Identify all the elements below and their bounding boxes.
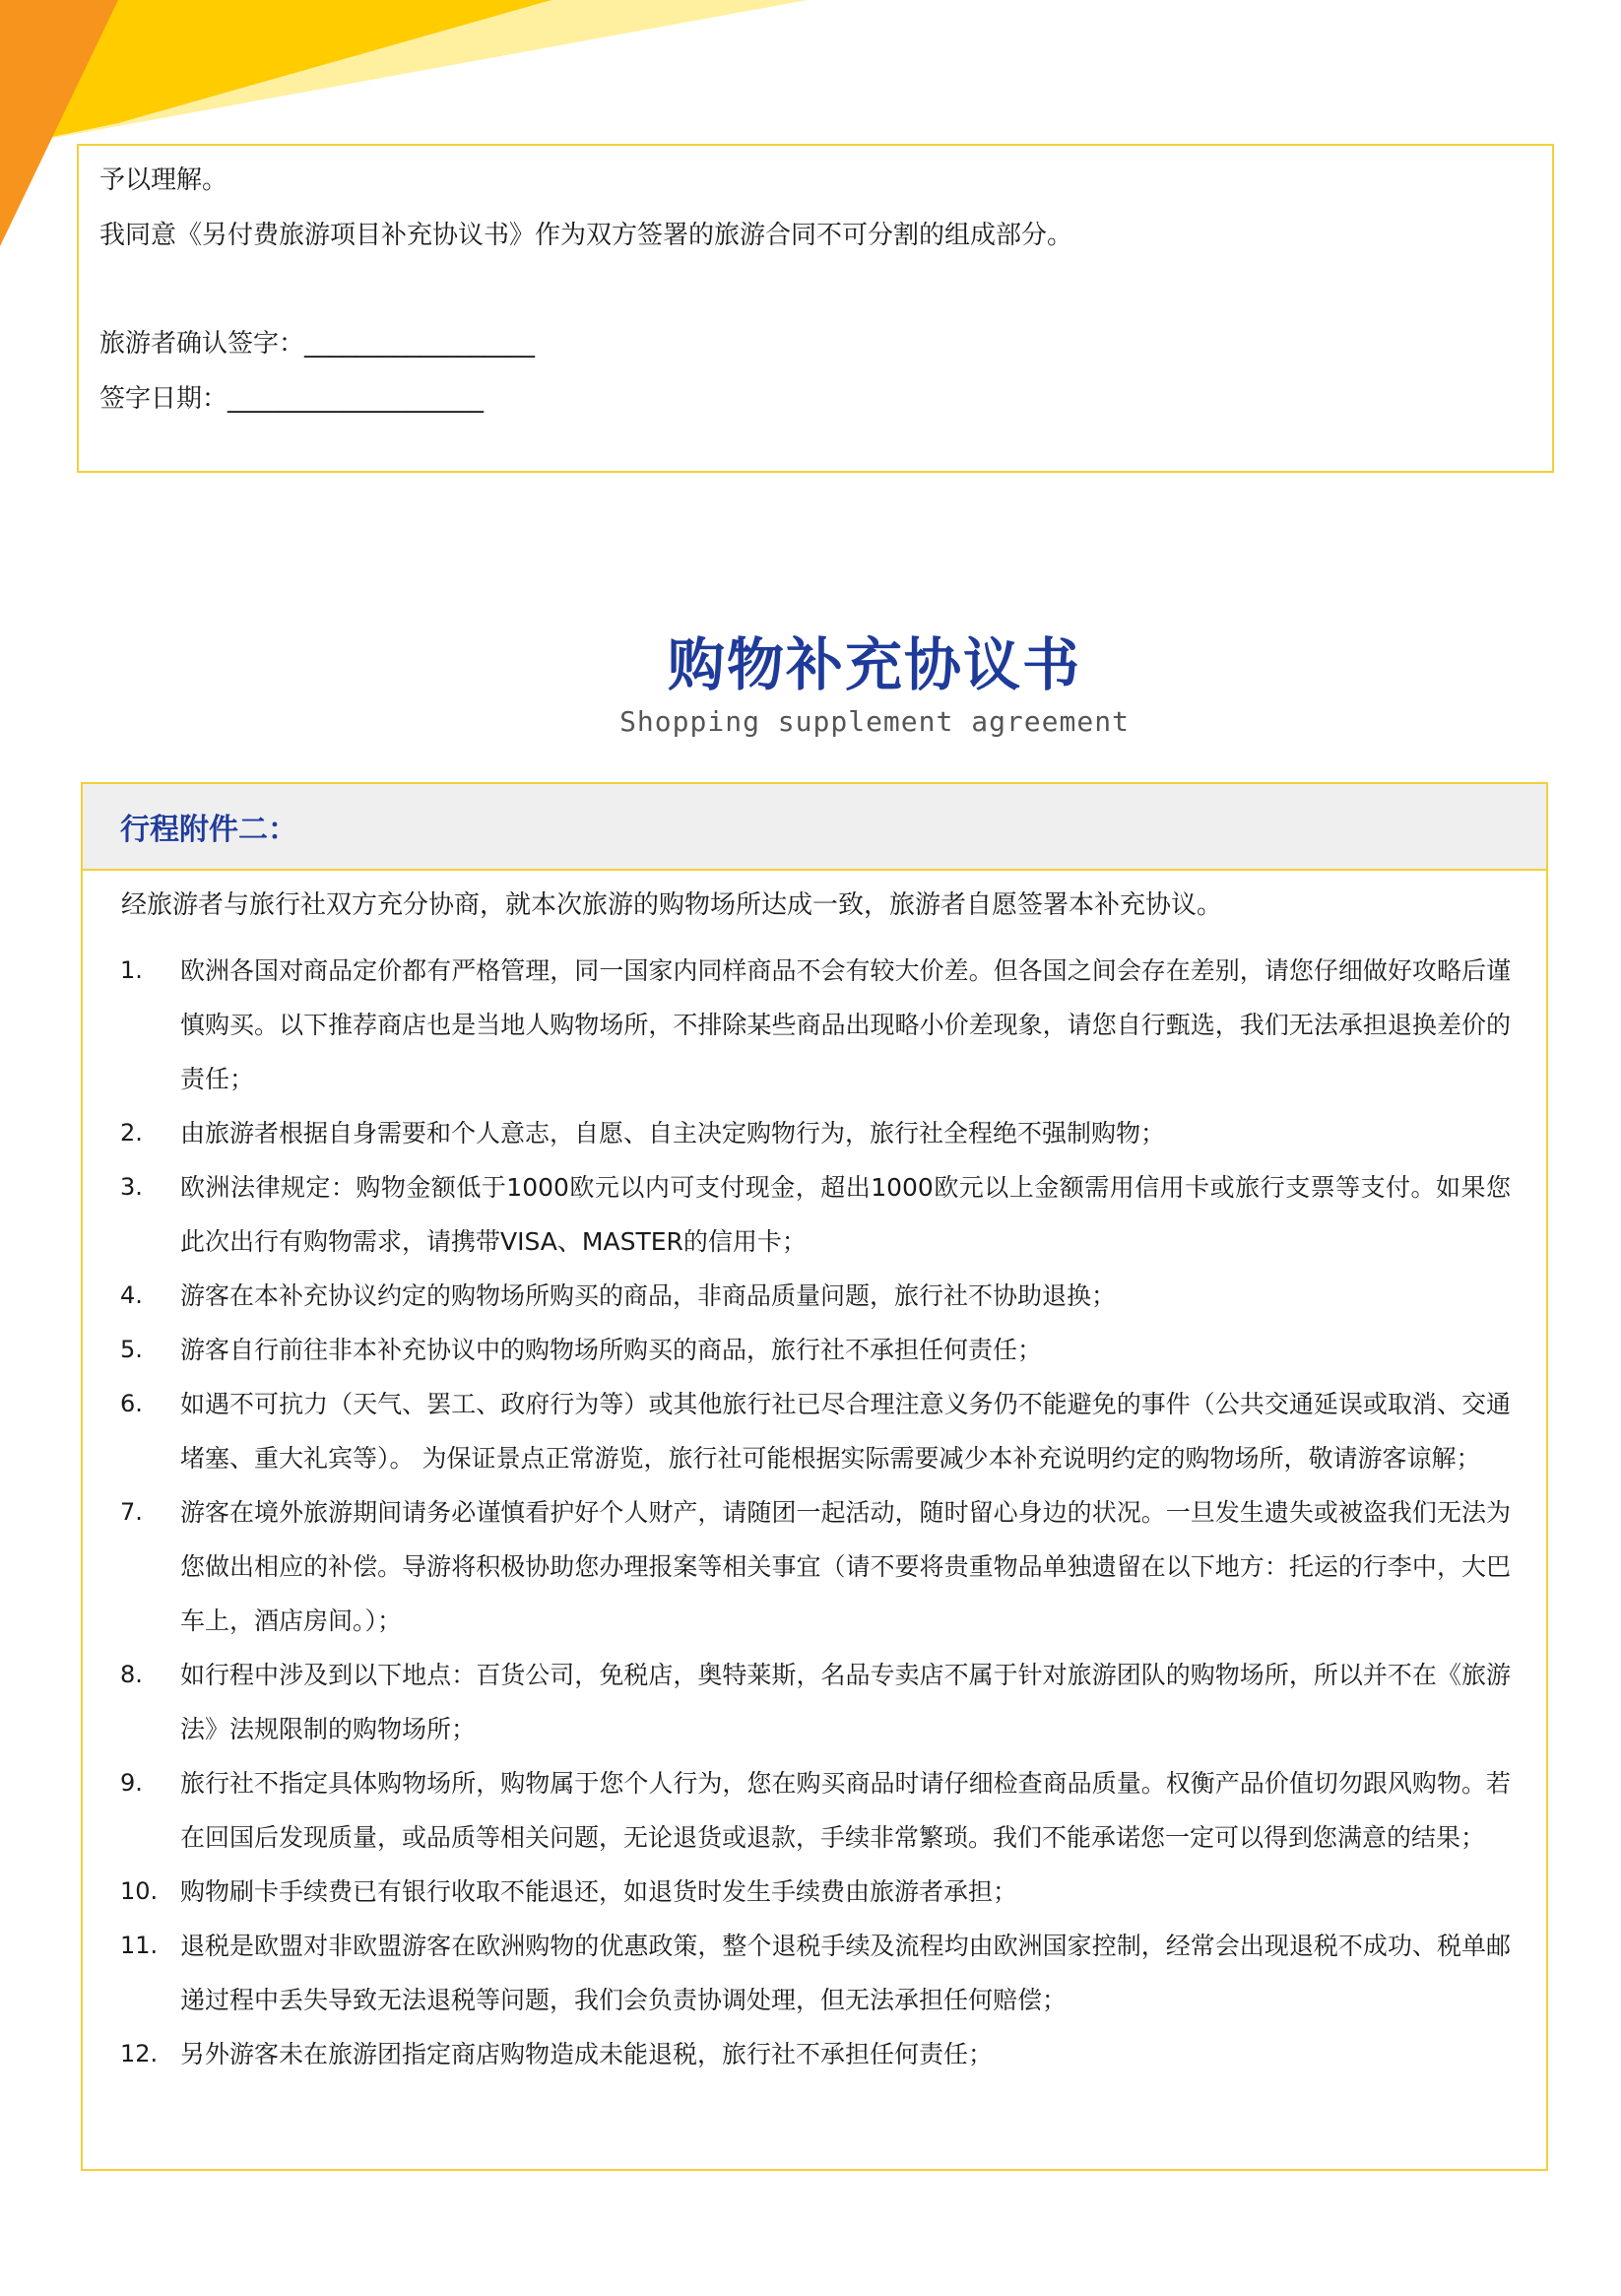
agreement-statement: 我同意《另付费旅游项目补充协议书》作为双方签署的旅游合同不可分割的组成部分。 xyxy=(99,221,1073,250)
list-item xyxy=(83,1106,1546,1160)
list-item xyxy=(83,944,1546,1106)
item-text: 购物刷卡手续费已有银行收取不能退还，如退货时发生手续费由旅游者承担； xyxy=(180,1877,1018,1906)
list-item xyxy=(83,1269,1546,1323)
list-item xyxy=(83,1160,1546,1269)
item-number: 11. xyxy=(120,1932,159,1959)
item-text: 旅行社不指定具体购物场所，购物属于您个人行为，您在购买商品时请仔细检查商品质量。权衡产品价值切勿跟风购物。若在回国后发现质量，或品质等相关问题，无论退货或退款，手续非常繁琐。我们不能承诺您一定可以得到您满意的结果； xyxy=(180,1769,1511,1852)
list-item xyxy=(83,1865,1546,1919)
page-title: 购物补充协议书 xyxy=(667,631,1081,698)
section-header: 行程附件二： xyxy=(83,784,1546,871)
item-text: 游客在境外旅游期间请务必谨慎看护好个人财产，请随团一起活动，随时留心身边的状况。一旦发生遗失或被盗我们无法为您做出相应的补偿。导游将积极协助您办理报案等相关事宜（请不要将贵重物品单独遗留在以下地方：托运的行李中，大巴车上，酒店房间。）； xyxy=(180,1498,1511,1635)
item-number: 7. xyxy=(120,1498,143,1526)
item-number: 8. xyxy=(120,1661,143,1688)
signature-field: 旅游者确认签字：__________________ xyxy=(99,329,536,359)
item-text: 另外游客未在旅游团指定商店购物造成未能退税，旅行社不承担任何责任； xyxy=(180,2040,994,2068)
list-item xyxy=(83,1485,1546,1648)
section-intro: 经旅游者与旅行社双方充分协商，就本次旅游的购物场所达成一致，旅游者自愿签署本补充协议。 xyxy=(121,890,1223,920)
item-number: 4. xyxy=(120,1281,143,1309)
list-item xyxy=(83,2027,1546,2081)
list-item xyxy=(83,1756,1546,1865)
list-item xyxy=(83,1323,1546,1377)
item-number: 2. xyxy=(120,1119,143,1147)
list-item xyxy=(83,1648,1546,1756)
item-text: 游客在本补充协议约定的购物场所购买的商品，非商品质量问题，旅行社不协助退换； xyxy=(180,1281,1117,1310)
understanding-line: 予以理解。 xyxy=(99,165,228,195)
item-number: 3. xyxy=(120,1173,143,1201)
list-item xyxy=(83,1377,1546,1485)
item-text: 退税是欧盟对非欧盟游客在欧洲购物的优惠政策，整个退税手续及流程均由欧洲国家控制，经常会出现退税不成功、税单邮递过程中丢失导致无法退税等问题，我们会负责协调处理，但无法承担任何赔偿； xyxy=(180,1932,1511,2014)
signature-box xyxy=(77,144,1554,473)
item-text: 欧洲法律规定：购物金额低于1000欧元以内可支付现金，超出1000欧元以上金额需用信用卡或旅行支票等支付。如果您此次出行有购物需求，请携带VISA、MASTER的信用卡； xyxy=(180,1173,1511,1256)
item-text: 如行程中涉及到以下地点：百货公司，免税店，奥特莱斯，名品专卖店不属于针对旅游团队的购物场所，所以并不在《旅游法》法规限制的购物场所； xyxy=(180,1661,1511,1743)
item-text: 由旅游者根据自身需要和个人意志，自愿、自主决定购物行为，旅行社全程绝不强制购物； xyxy=(180,1119,1166,1148)
item-number: 9. xyxy=(120,1769,143,1797)
item-number: 12. xyxy=(120,2040,159,2067)
item-text: 如遇不可抗力（天气、罢工、政府行为等）或其他旅行社已尽合理注意义务仍不能避免的事件（公共交通延误或取消、交通堵塞、重大礼宾等）。 为保证景点正常游览，旅行社可能根据实际需要减少本补充说明约定的购物场所，敬请游客谅解； xyxy=(180,1390,1511,1473)
date-field: 签字日期：____________________ xyxy=(99,384,485,414)
list-item xyxy=(83,1919,1546,2027)
item-number: 5. xyxy=(120,1336,143,1363)
item-number: 6. xyxy=(120,1390,143,1417)
terms-list xyxy=(83,944,1546,2081)
item-text: 欧洲各国对商品定价都有严格管理，同一国家内同样商品不会有较大价差。但各国之间会存在差别，请您仔细做好攻略后谨慎购买。以下推荐商店也是当地人购物场所，不排除某些商品出现略小价差现象，请您自行甄选，我们无法承担退换差价的责任； xyxy=(180,956,1511,1093)
agreement-section xyxy=(81,782,1548,2171)
page-subtitle: Shopping supplement agreement xyxy=(619,705,1130,738)
item-text: 游客自行前往非本补充协议中的购物场所购买的商品，旅行社不承担任何责任； xyxy=(180,1336,1043,1364)
item-number: 10. xyxy=(120,1877,159,1905)
item-number: 1. xyxy=(120,956,143,984)
